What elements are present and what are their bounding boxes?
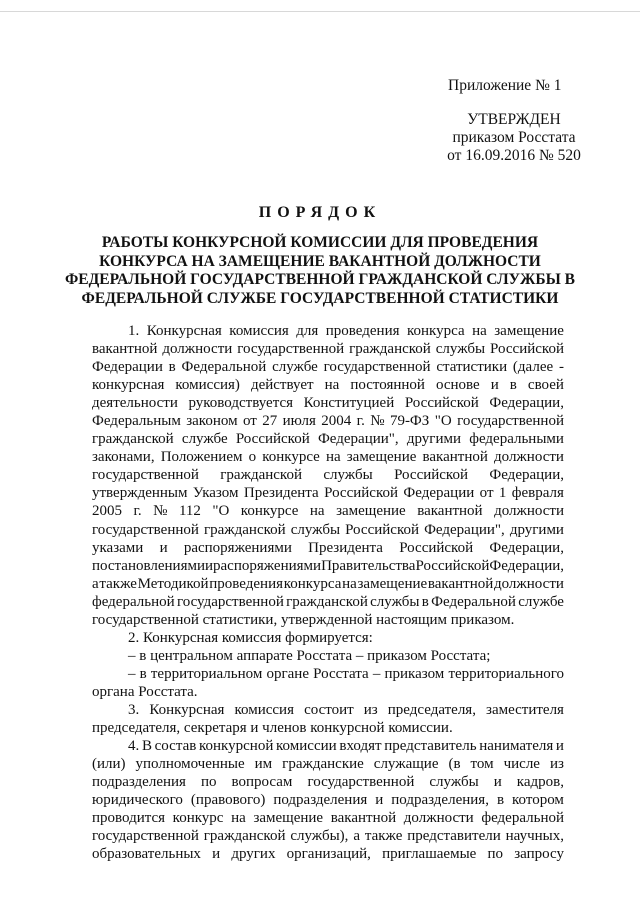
body-line xyxy=(92,322,564,340)
body-word: государственной xyxy=(92,828,199,845)
body-word: научных, xyxy=(505,828,564,845)
body-word: руководствуется xyxy=(188,395,294,412)
body-word: нанимателя xyxy=(479,738,554,755)
body-word: Федерации xyxy=(403,485,475,502)
body-word: комиссии xyxy=(276,738,337,755)
body-line xyxy=(92,521,564,539)
body-word: государственной xyxy=(237,341,345,358)
body-word: Правительства xyxy=(321,557,416,574)
body-line: государственной статистики, утвержденной настоящим приказом. xyxy=(92,611,515,628)
body-word: конкурса xyxy=(406,323,465,339)
body-word: представитель xyxy=(384,738,477,755)
body-word: "О xyxy=(434,413,452,430)
body-word: Федерации, xyxy=(489,557,564,574)
body-word: Российской xyxy=(324,485,399,502)
document-subtitle xyxy=(40,234,600,308)
body-word: территориального xyxy=(448,665,564,682)
body-word: государственной xyxy=(92,467,199,484)
body-word: федеральными xyxy=(469,431,564,448)
body-word: 1 xyxy=(498,485,507,502)
body-word: комиссия xyxy=(234,701,294,718)
body-word: замещение xyxy=(494,323,564,339)
scan-edge-line xyxy=(0,11,640,12)
approval-order: приказом Росстата xyxy=(452,129,576,146)
body-word: замещение xyxy=(253,810,324,827)
body-word: других xyxy=(231,846,276,863)
body-word: своей xyxy=(527,377,564,394)
body-line xyxy=(92,539,564,557)
subtitle-line: КОНКУРСА НА ЗАМЕЩЕНИЕ ВАКАНТНОЙ ДОЛЖНОСТИ xyxy=(99,252,541,270)
body-word: службы xyxy=(370,593,420,610)
body-line xyxy=(92,340,564,358)
body-word: основе xyxy=(435,377,480,394)
body-word: статистики xyxy=(436,359,508,376)
body-word: и xyxy=(204,557,214,574)
body-word: председателя, xyxy=(387,701,476,718)
body-line xyxy=(92,773,564,791)
body-word: 3. xyxy=(128,701,140,718)
body-line xyxy=(92,394,564,412)
body-word: для xyxy=(296,323,319,339)
body-word: службе xyxy=(518,593,564,610)
body-word: Российской xyxy=(490,341,564,358)
body-line xyxy=(92,376,564,394)
body-word: конкурс xyxy=(172,810,224,827)
body-word: должности xyxy=(494,575,564,592)
body-word: в xyxy=(168,359,176,376)
body-word: должности xyxy=(494,449,564,466)
body-line xyxy=(92,412,564,430)
body-line xyxy=(92,827,564,845)
body-word: Федерации", xyxy=(424,521,505,538)
body-word: органе xyxy=(266,665,309,682)
body-word: подразделения xyxy=(92,774,186,791)
body-word: Российской xyxy=(235,431,310,448)
body-word: проводится xyxy=(92,810,166,827)
body-word: деятельности xyxy=(92,395,178,412)
approval-title: УТВЕРЖДЕН xyxy=(467,111,561,128)
body-word: действует xyxy=(250,377,314,394)
body-word: гражданской xyxy=(286,593,368,610)
body-word: приглашаемые xyxy=(382,846,477,863)
body-word: заместителя xyxy=(486,701,564,718)
body-word: и xyxy=(555,738,564,755)
body-line xyxy=(92,809,564,827)
body-word: (далее xyxy=(512,359,554,376)
body-word: и xyxy=(490,377,499,394)
body-word: Росстата xyxy=(313,665,369,682)
body-word: (или) xyxy=(92,756,126,773)
body-word: и xyxy=(159,539,168,556)
body-word: Указом xyxy=(192,485,239,502)
body-line xyxy=(92,484,564,502)
body-word: вакантной xyxy=(92,341,158,358)
body-word: на xyxy=(472,323,487,339)
body-word: том xyxy=(470,756,494,773)
body-word: входят xyxy=(339,738,382,755)
body-word: по xyxy=(487,846,504,863)
body-word: на xyxy=(324,377,340,394)
body-word: служащие xyxy=(373,756,439,773)
body-word: также xyxy=(99,575,137,592)
body-word: состоит xyxy=(304,701,354,718)
body-word: Российской xyxy=(394,467,468,484)
body-word: должности xyxy=(494,503,564,520)
body-line: председателя, секретаря и членов конкурсной комиссии. xyxy=(92,720,453,737)
body-word: из xyxy=(549,756,564,773)
body-word: кадров, xyxy=(516,774,564,791)
body-word: Федерации, xyxy=(489,467,564,484)
body-word: комиссия xyxy=(229,323,289,339)
body-word: - xyxy=(558,359,564,376)
body-word: 2005 xyxy=(92,503,122,520)
body-word: Федерации xyxy=(92,359,163,376)
body-word: им xyxy=(254,756,273,773)
body-word: службы xyxy=(323,467,373,484)
appendix-label: Приложение № 1 xyxy=(448,77,562,94)
body-word: Федерации", xyxy=(317,431,399,448)
body-word: подразделения xyxy=(273,792,368,809)
body-word: другими xyxy=(406,431,462,448)
body-word: состав xyxy=(154,738,197,755)
body-word: февраля xyxy=(511,485,564,502)
body-word: Конкурсная xyxy=(146,323,222,339)
body-word: Российской xyxy=(415,557,490,574)
approval-block xyxy=(424,111,604,165)
body-word: конкурсной xyxy=(199,738,274,755)
body-word: гражданской xyxy=(220,467,302,484)
body-word: гражданской xyxy=(203,828,286,845)
body-word: и xyxy=(375,792,384,809)
body-word: июля xyxy=(282,413,316,430)
body-word: утвержденным xyxy=(92,485,188,502)
body-line: 2. Конкурсная комиссия формируется: xyxy=(128,629,373,646)
body-word: конкурсе xyxy=(240,503,299,520)
body-word: замещение xyxy=(346,449,417,466)
body-line xyxy=(92,430,564,448)
body-word: вакантной xyxy=(330,810,397,827)
body-word: замещение xyxy=(336,503,406,520)
body-line: органа Росстата. xyxy=(92,683,198,700)
body-line xyxy=(92,358,564,376)
body-word: Конкурсная xyxy=(149,701,225,718)
body-word: представители xyxy=(407,828,501,845)
body-word: – xyxy=(372,665,381,682)
body-word: 79-ФЗ xyxy=(389,413,430,430)
body-word: проведения xyxy=(209,575,284,592)
body-line: – в центральном аппарате Росстата – приказом Росстата; xyxy=(128,647,491,664)
body-word: подразделения, xyxy=(391,792,489,809)
body-word: организаций, xyxy=(286,846,371,863)
body-line xyxy=(92,502,564,520)
body-word: а xyxy=(353,828,360,845)
body-word: 4. xyxy=(128,738,140,755)
body-word: конкурсная xyxy=(92,377,165,394)
body-word: запросу xyxy=(514,846,564,863)
body-word: вопросам xyxy=(231,774,293,791)
body-word: Президента xyxy=(308,539,383,556)
body-word: должности xyxy=(403,810,474,827)
body-word: котором xyxy=(512,792,564,809)
body-word: службы), xyxy=(290,828,349,845)
body-word: о xyxy=(248,449,257,466)
body-word: Российской xyxy=(399,539,474,556)
body-word: гражданской xyxy=(203,521,286,538)
body-word: на xyxy=(325,449,341,466)
body-word: уполномоченные xyxy=(135,756,245,773)
body-word: государственной xyxy=(92,521,199,538)
body-line xyxy=(92,755,564,773)
body-word: также xyxy=(364,828,403,845)
body-word: числе xyxy=(503,756,540,773)
body-word: государственной xyxy=(323,359,431,376)
body-word: службы xyxy=(429,774,479,791)
body-word: на xyxy=(231,810,246,827)
body-word: в xyxy=(421,593,429,610)
body-word: и xyxy=(493,774,502,791)
subtitle-line: ФЕДЕРАЛЬНОЙ ГОСУДАРСТВЕННОЙ ГРАЖДАНСКОЙ СЛУЖБЫ В xyxy=(64,271,576,288)
body-word: Конституцией xyxy=(303,395,395,412)
body-word: на xyxy=(309,503,325,520)
body-word: службе xyxy=(181,431,228,448)
body-word: по xyxy=(200,774,217,791)
body-word: "О xyxy=(212,503,230,520)
body-word: и xyxy=(212,846,221,863)
body-word: Российской xyxy=(404,395,479,412)
body-word: Положением xyxy=(160,449,243,466)
body-word: службы xyxy=(435,341,486,358)
body-word: законом xyxy=(186,413,238,430)
body-word: образовательных xyxy=(92,846,201,863)
body-word: конкурсе xyxy=(262,449,320,466)
subtitle-line: РАБОТЫ КОНКУРСНОЙ КОМИССИИ ДЛЯ ПРОВЕДЕНИЯ xyxy=(101,234,539,251)
body-word: приказом xyxy=(384,665,445,682)
body-word: комиссия) xyxy=(175,377,240,394)
body-word: Федеральной xyxy=(431,593,516,610)
body-word: гражданской xyxy=(349,341,431,358)
body-word: № xyxy=(153,503,168,520)
document-body xyxy=(92,322,564,863)
body-word: государственной xyxy=(457,413,564,430)
body-word: № xyxy=(370,413,385,430)
body-word: Российской xyxy=(345,521,420,538)
body-word: а xyxy=(92,575,99,592)
body-word: Федеральным xyxy=(92,413,181,430)
body-word: от xyxy=(479,485,494,502)
body-word: конкурса xyxy=(283,575,342,592)
body-word: г. xyxy=(133,503,142,520)
body-word: 1. xyxy=(128,323,140,339)
body-word: г. xyxy=(356,413,365,430)
body-word: 112 xyxy=(178,503,201,520)
body-word: вакантной xyxy=(427,575,494,592)
body-word: гражданской xyxy=(92,431,174,448)
body-word: Федеральной xyxy=(181,359,267,376)
subtitle-line: ФЕДЕРАЛЬНОЙ СЛУЖБЕ ГОСУДАРСТВЕННОЙ СТАТИСТИКИ xyxy=(81,289,559,307)
body-word: постановлениями xyxy=(92,557,205,574)
body-word: территориальном xyxy=(150,665,263,682)
body-word: в xyxy=(139,665,147,682)
body-word: в xyxy=(496,792,505,809)
body-word: вакантной xyxy=(417,503,483,520)
body-word: В xyxy=(141,738,152,755)
approval-date: от 16.09.2016 № 520 xyxy=(447,147,581,164)
body-word: постоянной xyxy=(350,377,425,394)
body-word: государственной xyxy=(176,593,284,610)
body-word: замещение xyxy=(357,575,428,592)
body-word: службе xyxy=(272,359,318,376)
body-word: проведения xyxy=(325,323,400,339)
body-line xyxy=(92,845,564,863)
body-word: гражданские xyxy=(282,756,364,773)
body-word: вакантной xyxy=(422,449,488,466)
body-word: – xyxy=(128,665,136,682)
body-word: распоряжениями xyxy=(183,539,292,556)
body-line xyxy=(92,665,564,683)
body-line xyxy=(92,448,564,466)
body-word: (правового) xyxy=(190,792,266,809)
body-word: должности xyxy=(162,341,233,358)
body-word: из xyxy=(363,701,378,718)
body-word: 2004 xyxy=(321,413,352,430)
body-word: Федерации, xyxy=(489,539,564,556)
body-word: распоряжениями xyxy=(213,557,322,574)
body-word: федеральной xyxy=(481,810,564,827)
body-word: другими xyxy=(509,521,564,538)
body-word: государственной xyxy=(307,774,415,791)
body-word: юридического xyxy=(92,792,183,809)
body-word: на xyxy=(342,575,357,592)
body-line xyxy=(92,737,564,755)
body-word: Президента xyxy=(243,485,319,502)
body-line xyxy=(92,557,564,575)
body-word: федеральной xyxy=(92,593,175,610)
body-line xyxy=(92,791,564,809)
body-word: (в xyxy=(448,756,461,773)
body-line xyxy=(92,593,564,611)
body-line xyxy=(92,575,564,593)
body-word: законами, xyxy=(92,449,155,466)
body-word: Федерации, xyxy=(489,395,564,412)
body-word: от xyxy=(242,413,257,430)
body-line xyxy=(92,701,564,719)
body-word: 27 xyxy=(262,413,278,430)
document-title: ПОРЯДОК xyxy=(258,204,382,221)
body-word: указами xyxy=(92,539,144,556)
body-word: службы xyxy=(290,521,341,538)
body-line xyxy=(92,466,564,484)
body-word: в xyxy=(509,377,517,394)
body-word: Методикой xyxy=(137,575,209,592)
